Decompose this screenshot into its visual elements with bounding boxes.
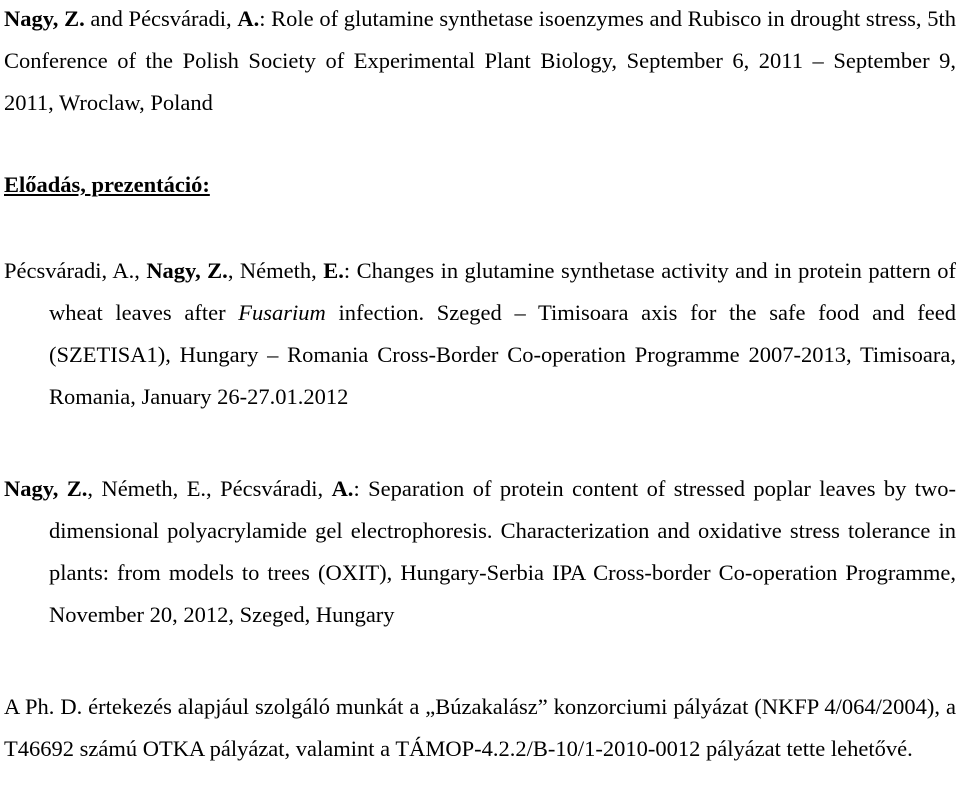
author-separator: ,	[134, 258, 147, 283]
author-name: A.	[331, 476, 354, 501]
author-name: A.	[237, 6, 260, 31]
author-name: E.	[323, 258, 344, 283]
presentation-entry	[4, 250, 956, 418]
acknowledgement	[4, 686, 956, 770]
author-separator: , Németh,	[227, 258, 324, 283]
author-separator: , Németh, E., Pécsváradi,	[87, 476, 332, 501]
author-separator: and Pécsváradi,	[84, 6, 238, 31]
author-name: Nagy, Z.	[146, 258, 228, 283]
entry-text: : Changes in glutamine synthetase activity and in protein pattern of wheat leaves after	[49, 258, 957, 325]
author-name: Nagy, Z.	[4, 476, 88, 501]
section-heading: Előadás, prezentáció:	[4, 172, 210, 197]
publication-entry	[4, 0, 956, 124]
acknowledgement-text: A Ph. D. értekezés alapjául szolgáló munkát a „Búzakalász” konzorciumi pályázat (NKFP 4/064/2004), a T46692 számú OTKA pályázat, valamint a TÁMOP-4.2.2/B-10/1-2010-0012 pályázat tette lehetővé.	[4, 694, 956, 761]
species-name: Fusarium	[238, 300, 326, 325]
entry-text: infection. Szeged – Timisoara axis for the safe food and feed (SZETISA1), Hungary – Romania Cross-Border Co-operation Programme 2007-2013, Timisoara, Romania, January 26-27.01.2012	[49, 300, 956, 409]
entry-text: : Separation of protein content of stressed poplar leaves by two-dimensional polyacrylamide gel electrophoresis. Characterization and oxidative stress tolerance in plants: from models to trees (OXIT), Hungary-Serbia IPA Cross-border Co-operation Programme, November 20, 2012, Szeged, Hungary	[49, 476, 956, 627]
author-name: Nagy, Z.	[4, 6, 85, 31]
author-name: Pécsváradi, A.	[4, 258, 135, 283]
entry-text: : Role of glutamine synthetase isoenzymes and Rubisco in drought stress, 5th Conference of the Polish Society of Experimental Plant Biology, September 6, 2011 – September 9, 2011, Wroclaw, Poland	[4, 6, 956, 115]
presentation-entry	[4, 468, 956, 636]
